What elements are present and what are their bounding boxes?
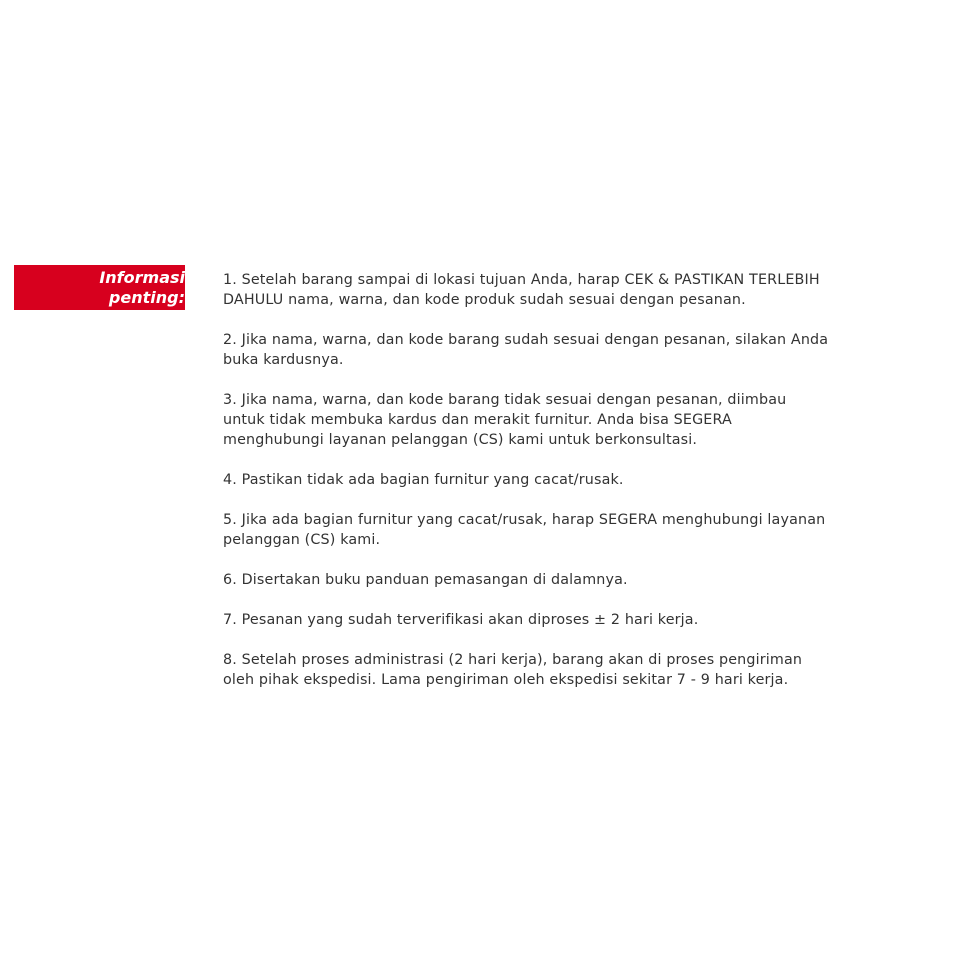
info-item-line: buka kardusnya.	[223, 352, 344, 368]
info-item-line: 2. Jika nama, warna, dan kode barang sudah sesuai dengan pesanan, silakan Anda	[223, 332, 829, 348]
info-list	[223, 270, 923, 710]
label-line-1: Informasi	[99, 268, 185, 287]
important-info-label	[14, 265, 185, 310]
info-item-line: pelanggan (CS) kami.	[223, 532, 381, 548]
info-item-3	[223, 390, 923, 450]
label-line-2: penting:	[108, 288, 185, 307]
info-item-line: DAHULU nama, warna, dan kode produk sudah sesuai dengan pesanan.	[223, 292, 746, 308]
info-item-8	[223, 650, 923, 690]
info-item-line: untuk tidak membuka kardus dan merakit furnitur. Anda bisa SEGERA	[223, 412, 732, 428]
info-item-4	[223, 470, 923, 490]
info-item-line: 5. Jika ada bagian furnitur yang cacat/rusak, harap SEGERA menghubungi layanan	[223, 512, 826, 528]
info-item-line: 1. Setelah barang sampai di lokasi tujuan Anda, harap CEK & PASTIKAN TERLEBIH	[223, 272, 820, 288]
info-item-line: 8. Setelah proses administrasi (2 hari kerja), barang akan di proses pengiriman	[223, 652, 803, 668]
info-item-line: 3. Jika nama, warna, dan kode barang tidak sesuai dengan pesanan, diimbau	[223, 392, 787, 408]
info-item-7	[223, 610, 923, 630]
info-item-line: 6. Disertakan buku panduan pemasangan di dalamnya.	[223, 572, 628, 588]
info-item-5	[223, 510, 923, 550]
info-item-line: oleh pihak ekspedisi. Lama pengiriman oleh ekspedisi sekitar 7 - 9 hari kerja.	[223, 672, 789, 688]
info-item-line: 4. Pastikan tidak ada bagian furnitur yang cacat/rusak.	[223, 472, 624, 488]
info-item-line: menghubungi layanan pelanggan (CS) kami untuk berkonsultasi.	[223, 432, 698, 448]
info-item-6	[223, 570, 923, 590]
info-item-line: 7. Pesanan yang sudah terverifikasi akan diproses ± 2 hari kerja.	[223, 612, 699, 628]
info-item-2	[223, 330, 923, 370]
info-item-1	[223, 270, 923, 310]
